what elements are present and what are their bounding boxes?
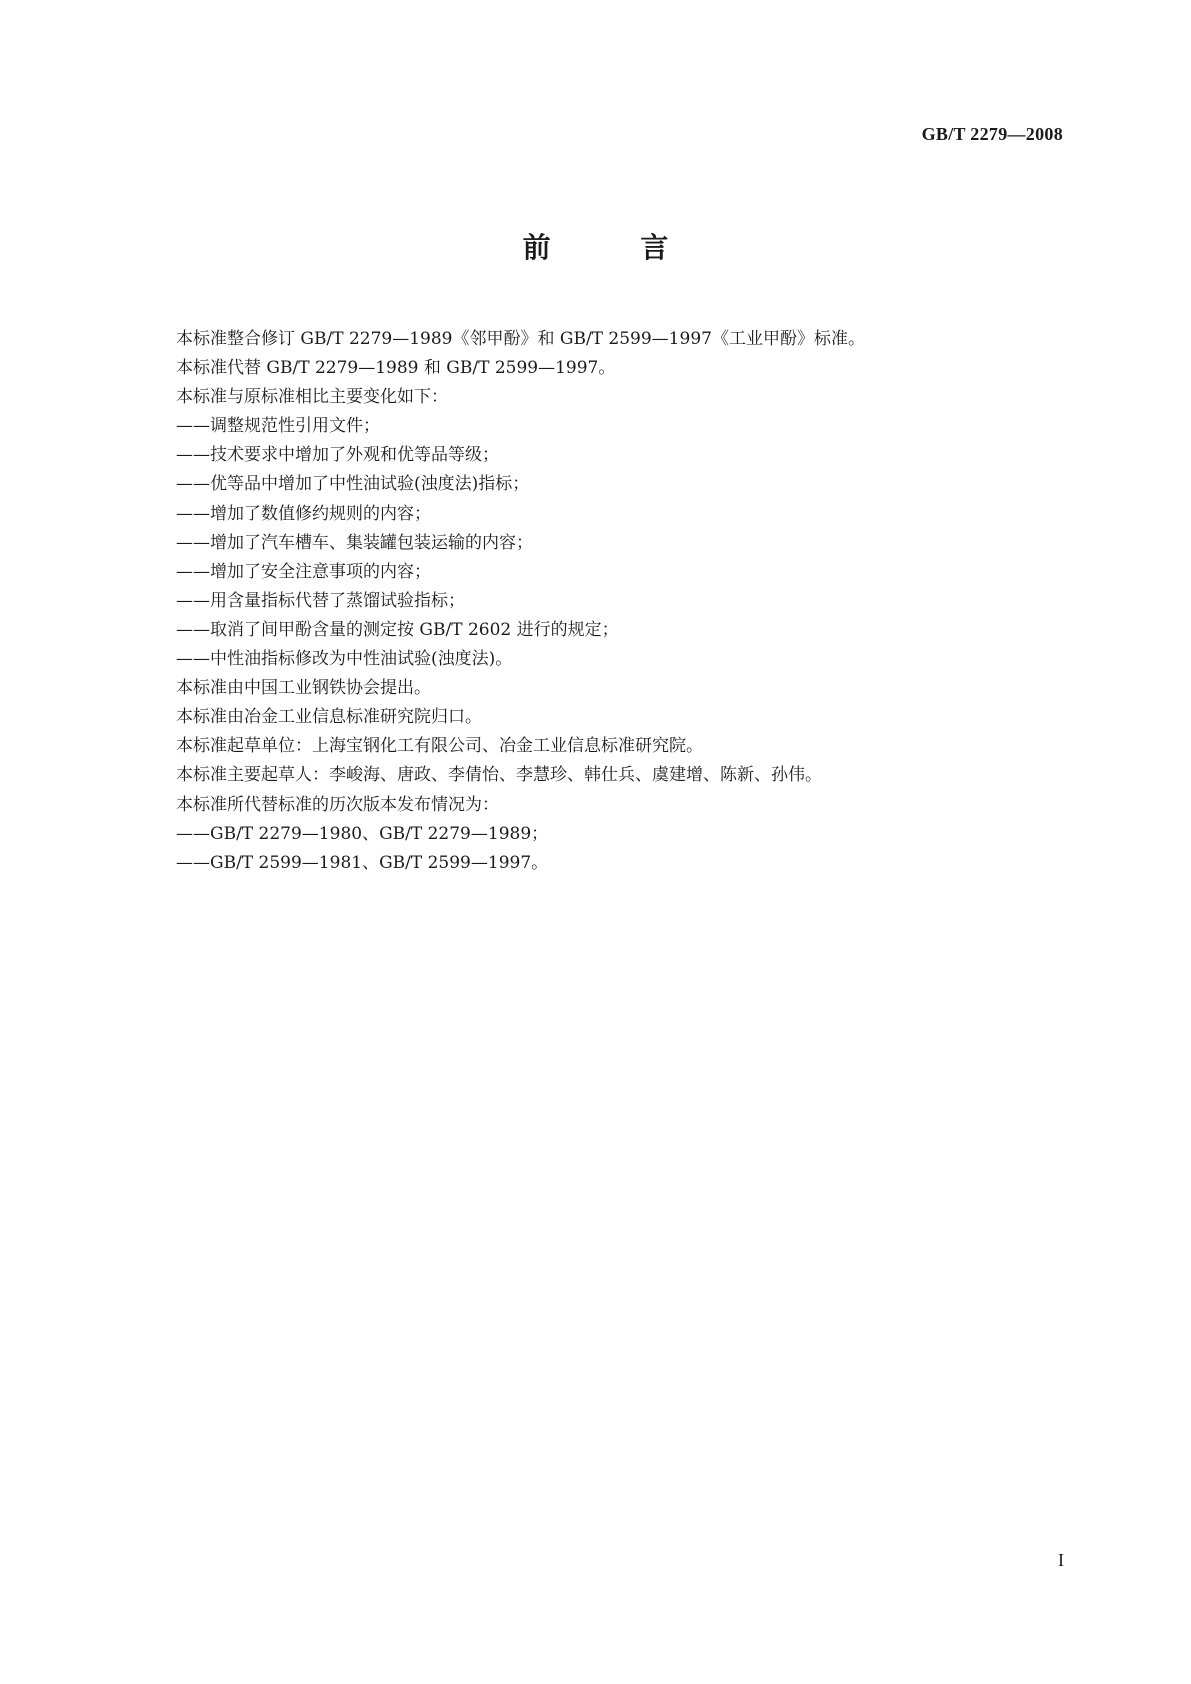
preface-line: ——调整规范性引用文件；: [176, 416, 380, 437]
preface-line: ——取消了间甲酚含量的测定按 GB/T 2602 进行的规定；: [176, 619, 619, 640]
preface-title: 前 言: [522, 231, 709, 264]
preface-line: 本标准由冶金工业信息标准研究院归口。: [176, 707, 482, 728]
preface-line: ——增加了汽车槽车、集装罐包装运输的内容；: [176, 532, 533, 553]
preface-line: ——GB/T 2279—1980、GB/T 2279—1989；: [176, 823, 549, 844]
page-number: I: [1058, 1550, 1064, 1570]
preface-line: ——增加了安全注意事项的内容；: [176, 561, 431, 582]
preface-body: [176, 325, 1066, 878]
preface-line: 本标准与原标准相比主要变化如下：: [176, 387, 448, 408]
preface-line: ——优等品中增加了中性油试验(浊度法)指标；: [176, 474, 530, 495]
preface-line: ——增加了数值修约规则的内容；: [176, 503, 431, 524]
preface-line: 本标准主要起草人：李峻海、唐政、李倩怡、李慧珍、韩仕兵、虞建增、陈新、孙伟。: [176, 765, 822, 786]
preface-line: 本标准起草单位：上海宝钢化工有限公司、冶金工业信息标准研究院。: [176, 736, 703, 757]
preface-line: 本标准由中国工业钢铁协会提出。: [176, 678, 431, 699]
preface-line: ——GB/T 2599—1981、GB/T 2599—1997。: [176, 852, 549, 873]
preface-line: 本标准代替 GB/T 2279—1989 和 GB/T 2599—1997。: [176, 358, 616, 379]
standard-code: GB/T 2279—2008: [921, 124, 1063, 144]
preface-line: 本标准所代替标准的历次版本发布情况为：: [176, 794, 499, 815]
preface-line: ——中性油指标修改为中性油试验(浊度法)。: [176, 649, 513, 670]
preface-line: ——用含量指标代替了蒸馏试验指标；: [176, 590, 465, 611]
preface-line: ——技术要求中增加了外观和优等品等级；: [176, 445, 499, 466]
preface-line: 本标准整合修订 GB/T 2279—1989《邻甲酚》和 GB/T 2599—1997《工业甲酚》标准。: [176, 329, 865, 349]
